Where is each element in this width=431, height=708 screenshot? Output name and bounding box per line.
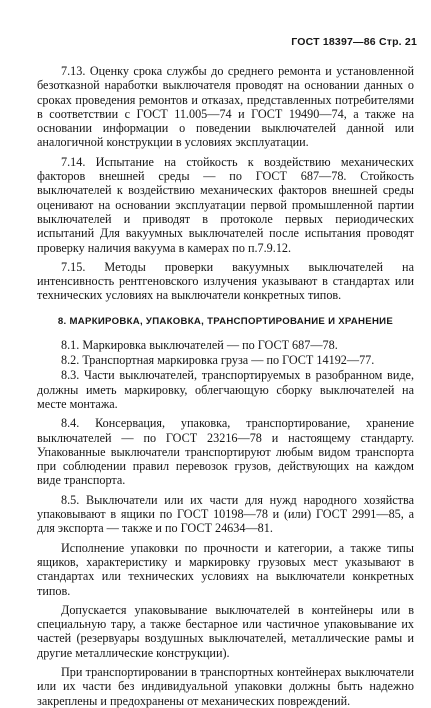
paragraph-8-5: 8.5. Выключатели или их части для нужд народного хозяйства упаковывают в ящики по ГОСТ 10198—78 и (или) ГОСТ 2991—85, а для экспорта — также и по ГОСТ 24634—81.: [37, 492, 414, 536]
paragraph-containers: Допускается упаковывание выключателей в контейнеры или в специальную тару, а также бестарное или частичное упаковывание их частей (резервуары воздушных выключателей, металлические рамы и другие металлические конструкции).: [37, 602, 414, 660]
paragraph-8-3: 8.3. Части выключателей, транспортируемых в разобранном виде, должны иметь маркировку, облегчающую сборку выключателей на месте монтажа.: [37, 368, 414, 411]
page-header: ГОСТ 18397—86 Стр. 21: [291, 36, 417, 48]
paragraph-packaging-types: Исполнение упаковки по прочности и категории, а также типы ящиков, характеристику и маркировку грузовых мест указывают в стандартах или технических условиях на выключатели конкретных типов.: [37, 540, 414, 598]
paragraph-transport-containers: При транспортировании в транспортных контейнерах выключатели или их части без индивидуальной упаковки должны быть надежно закреплены и предохранены от механических повреждений.: [37, 664, 414, 708]
paragraph-7-14: 7.14. Испытание на стойкость к воздействию механических факторов внешней среды — по ГОСТ 687—78. Стойкость выключателей к воздействию механических факторов внешней среды оценивают на основании эксплуатации первой промышленной партии выключателей и приводят в протоколе первых периодических испытаний Для вакуумных выключателей после испытания проводят проверку наличия вакуума в камерах по п.7.9.12.: [37, 154, 414, 255]
paragraph-8-2: 8.2. Транспортная маркировка груза — по ГОСТ 14192—77.: [61, 353, 375, 368]
paragraph-7-13: 7.13. Оценку срока службы до среднего ремонта и установленной безотказной наработки выключателя проводят на основании данных о сроках проведения ремонтов и отказах, представленных потребителями в соответствии с ГОСТ 11.005—74 и ГОСТ 19490—74, а также на основании информации о поведении выключателей данной или аналогичной конструкции в условиях эксплуатации.: [37, 64, 414, 150]
section-title: 8. МАРКИРОВКА, УПАКОВКА, ТРАНСПОРТИРОВАНИЕ И ХРАНЕНИЕ: [57, 315, 394, 327]
paragraph-7-15: 7.15. Методы проверки вакуумных выключателей на интенсивность рентгеновского излучения указывают в стандартах или технических условиях на выключатели конкретных типов.: [37, 259, 414, 303]
paragraph-8-4: 8.4. Консервация, упаковка, транспортирование, хранение выключателей — по ГОСТ 23216—78 и настоящему стандарту. Упакованные выключатели транспортируют любым видом транспорта при соблюдении правил перевозок грузов, действующих на каждом виде транспорта.: [37, 416, 414, 488]
paragraph-8-1: 8.1. Маркировка выключателей — по ГОСТ 687—78.: [61, 337, 338, 352]
document-body: [37, 64, 414, 708]
